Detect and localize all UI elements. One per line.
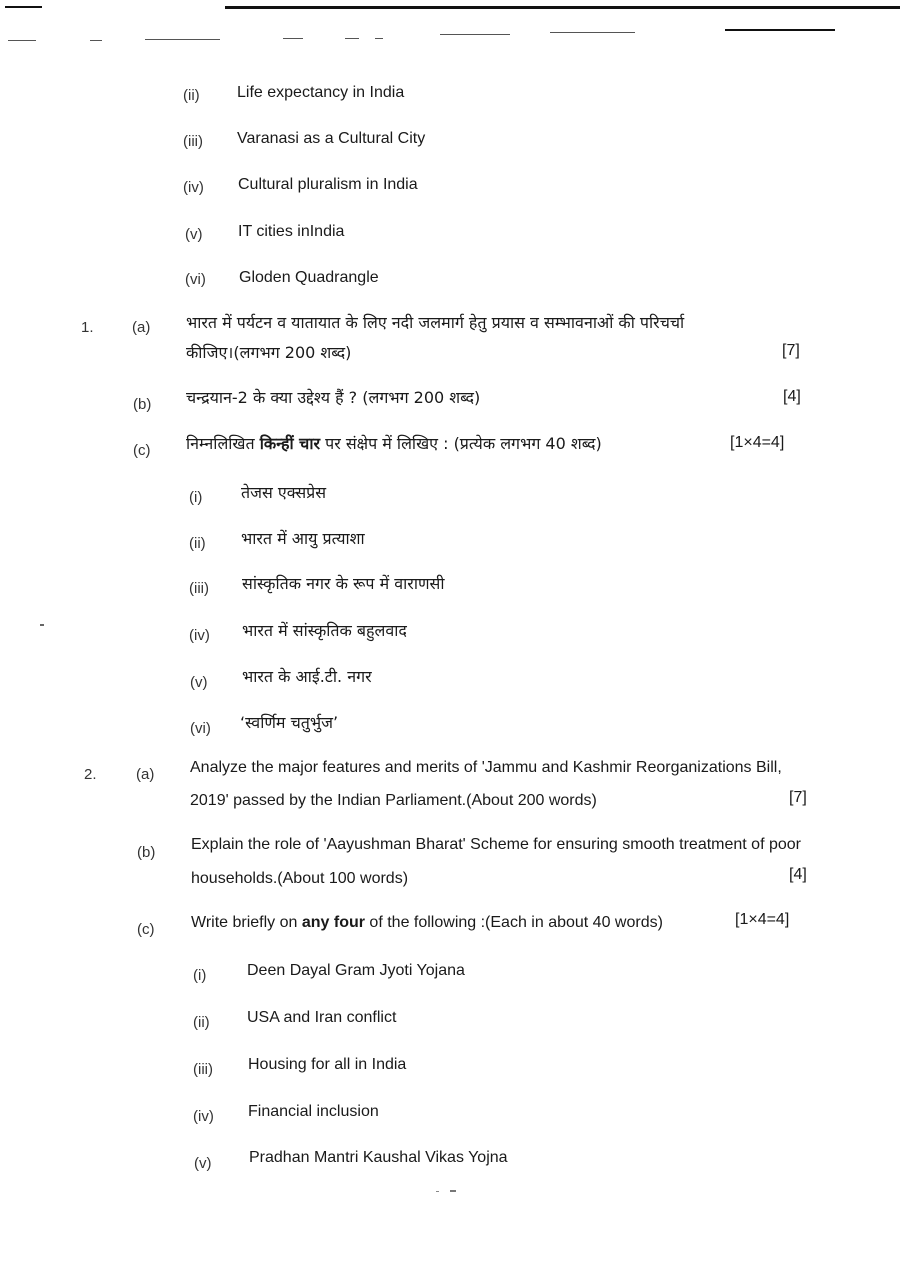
list-item-text: Pradhan Mantri Kaushal Vikas Yojna: [249, 1149, 508, 1166]
list-item-text: IT cities inIndia: [238, 223, 345, 240]
question-text: households.(About 100 words): [191, 870, 409, 887]
list-item-text: Cultural pluralism in India: [238, 176, 418, 193]
marks: [7]: [789, 789, 807, 806]
list-item-text: Varanasi as a Cultural City: [237, 130, 426, 147]
part-label: (a): [132, 319, 151, 336]
list-item-number: (ii): [193, 1014, 210, 1031]
scan-speck: [40, 624, 44, 626]
question-text: कीजिए।(लगभग 200 शब्द): [186, 343, 352, 362]
list-item-number: (iv): [193, 1108, 214, 1125]
list-item-text: Deen Dayal Gram Jyoti Yojana: [247, 962, 465, 979]
list-item-number: (vi): [190, 720, 211, 737]
text-segment: of the following :(Each in about 40 words): [364, 914, 663, 931]
question-text: Explain the role of 'Aayushman Bharat' Scheme for ensuring smooth treatment of poor: [191, 836, 801, 853]
emphasis: any four: [301, 914, 365, 931]
list-item-text: भारत में सांस्कृतिक बहुलवाद: [242, 621, 407, 640]
list-item-text: Gloden Quadrangle: [239, 269, 379, 286]
text-segment: निम्नलिखित: [186, 434, 260, 453]
list-item-number: (v): [194, 1155, 212, 1172]
list-item-number: (v): [190, 674, 208, 691]
part-label: (c): [137, 921, 155, 938]
emphasis: किन्हीं चार: [259, 434, 321, 453]
marks: [1×4=4]: [730, 434, 785, 451]
question-text: [191, 913, 663, 933]
list-item-text: सांस्कृतिक नगर के रूप में वाराणसी: [242, 574, 445, 593]
list-item-text: Housing for all in India: [248, 1056, 407, 1073]
list-item-number: (i): [193, 967, 207, 984]
list-item-number: (iii): [189, 580, 209, 597]
list-item-number: (i): [189, 489, 203, 506]
list-item-text: भारत के आई.टी. नगर: [242, 667, 372, 686]
question-text: Analyze the major features and merits of 'Jammu and Kashmir Reorganizations Bill,: [190, 759, 782, 776]
header-rule-top: [225, 6, 900, 9]
header-dash: [375, 38, 383, 39]
marks: [4]: [789, 866, 807, 883]
header-dash: [283, 38, 303, 39]
header-dash: [90, 40, 102, 41]
list-item-number: (v): [185, 226, 203, 243]
header-rule-left: [5, 6, 42, 8]
header-dash: [145, 39, 220, 40]
list-item-number: (ii): [189, 535, 206, 552]
text-segment: पर संक्षेप में लिखिए : (प्रत्येक लगभग 40 शब्द): [320, 434, 602, 453]
list-item-text: तेजस एक्सप्रेस: [241, 483, 327, 502]
question-text: 2019' passed by the Indian Parliament.(About 200 words): [190, 792, 597, 809]
question-text: चन्द्रयान-2 के क्या उद्देश्य हैं ? (लगभग 200 शब्द): [186, 388, 481, 407]
question-number: 1.: [81, 319, 94, 336]
header-dash: [345, 38, 359, 39]
part-label: (b): [133, 396, 152, 413]
question-text: भारत में पर्यटन व यातायात के लिए नदी जलमार्ग हेतु प्रयास व सम्भावनाओं की परिचर्चा: [186, 313, 685, 332]
list-item-number: (ii): [183, 87, 200, 104]
list-item-number: (iv): [189, 627, 210, 644]
list-item-number: (iii): [183, 133, 203, 150]
marks: [1×4=4]: [735, 911, 790, 928]
list-item-number: (iv): [183, 179, 204, 196]
list-item-text: USA and Iran conflict: [247, 1009, 397, 1026]
list-item-text: Financial inclusion: [248, 1103, 379, 1120]
scan-speck: [436, 1191, 439, 1192]
header-dash: [8, 40, 36, 41]
list-item-text: ‘स्वर्णिम चतुर्भुज’: [240, 713, 339, 732]
part-label: (b): [137, 844, 156, 861]
marks: [4]: [783, 388, 801, 405]
list-item-number: (vi): [185, 271, 206, 288]
question-text: [186, 434, 602, 454]
header-dash: [440, 34, 510, 35]
part-label: (c): [133, 442, 151, 459]
header-rule-right: [725, 29, 835, 31]
marks: [7]: [782, 342, 800, 359]
list-item-text: भारत में आयु प्रत्याशा: [241, 529, 365, 548]
header-dash: [550, 32, 635, 33]
question-number: 2.: [84, 766, 97, 783]
list-item-number: (iii): [193, 1061, 213, 1078]
part-label: (a): [136, 766, 155, 783]
scan-speck: [450, 1190, 456, 1192]
list-item-text: Life expectancy in India: [237, 84, 405, 101]
text-segment: Write briefly on: [191, 914, 302, 931]
